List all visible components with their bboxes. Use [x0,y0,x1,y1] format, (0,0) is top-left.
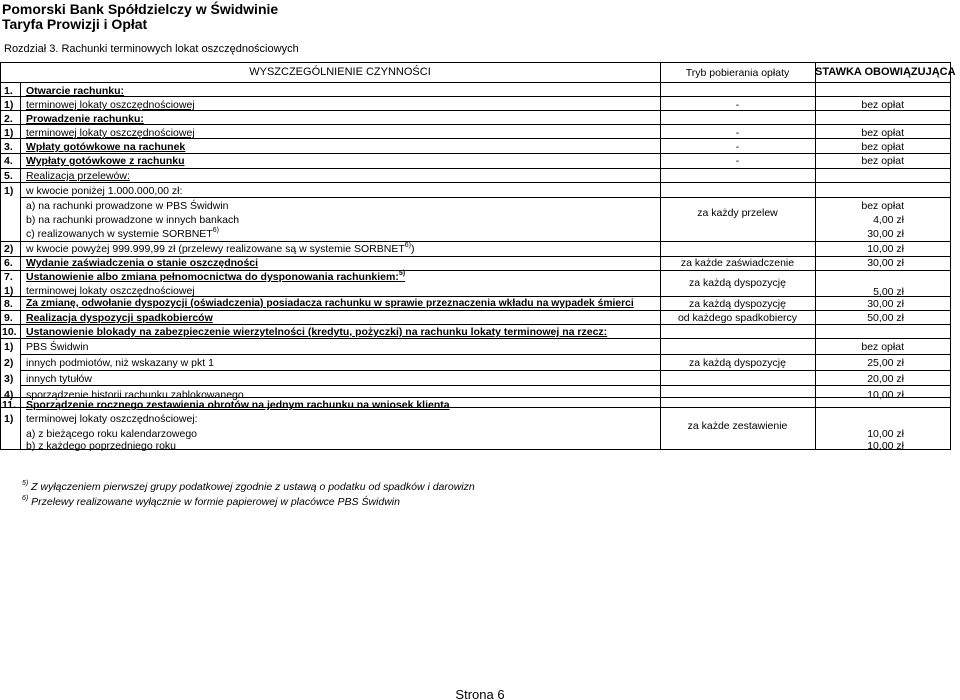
row-number: 2. [4,113,13,125]
sub-number: 1) [4,185,14,197]
row-rate: 50,00 zł [867,312,904,324]
sub-number: 1) [4,285,14,297]
row-rate: 30,00 zł [867,257,904,269]
row-rate: 30,00 zł [867,228,904,240]
row-rate: 10,00 zł [867,389,904,401]
sub-number: 4) [4,389,14,401]
row-text: PBS Świdwin [26,341,89,353]
row-text: terminowej lokaty oszczędnościowej [26,99,195,111]
row-text: w kwocie poniżej 1.000.000,00 zł: [26,185,183,197]
row-number: 9. [4,312,13,324]
footnote-6: $^{6)}$ Przelewy realizowane wyłącznie w formie papierowej w placówce PBS Świdwin [22,495,400,508]
row-rate: 25,00 zł [867,357,904,369]
sub-number: 1) [4,341,14,353]
row-mode: za każdą dyspozycję [689,298,786,310]
row-rate: 5,00 zł [873,286,904,298]
row-rate: 10,00 zł [867,440,904,452]
row-text: a) z bieżącego roku kalendarzowego [26,428,198,440]
row-number: 7. [4,271,13,283]
row-mode: za każdą dyspozycję [689,277,786,289]
row-text: c) realizowanych w systemie SORBNET$^{6)}$ [26,227,219,240]
row-mode: - [735,155,740,167]
footnote-5: $^{5)}$ Z wyłączeniem pierwszej grupy podatkowej zgodnie z ustawą o podatku od spadków i darowizn [22,480,475,493]
row-text: b) z każdego poprzedniego roku [26,440,177,452]
row-title: Realizacja przelewów: [26,170,130,182]
row-text: innych podmiotów, niż wskazany w pkt 1 [26,357,214,369]
row-mode: za każdy przelew [697,207,778,219]
section-title: Rozdział 3. Rachunki terminowych lokat oszczędnościowych [4,43,299,55]
row-number: 3. [4,141,13,153]
row-text: w kwocie powyżej 999.999,99 zł (przelewy realizowane są w systemie SORBNET$^{6)}$) [26,242,415,255]
row-rate: bez opłat [861,200,904,212]
row-title: Wypłaty gotówkowe z rachunku [26,155,185,167]
row-mode: - [735,99,740,111]
row-text: sporządzenie historii rachunku zablokowanego [26,389,244,401]
row-mode: - [735,141,740,153]
row-mode: za każde zaświadczenie [680,257,795,269]
row-title: Sporządzenie rocznego zestawienia obrotów na jednym rachunku na wniosek klienta [26,399,450,411]
column-header-description: WYSZCZEGÓLNIENIE CZYNNOŚCI [249,66,431,78]
row-rate: bez opłat [861,141,904,153]
row-title: Wpłaty gotówkowe na rachunek [26,141,186,153]
column-header-mode: Tryb pobierania opłaty [685,67,790,79]
row-title: Wydanie zaświadczenia o stanie oszczędności [26,257,259,269]
row-mode: - [735,127,740,139]
row-title: Ustanowienie albo zmiana pełnomocnictwa do dysponowania rachunkiem:$^{5)}$ [26,270,406,283]
row-mode: od każdego spadkobiercy [677,312,798,324]
sub-number: 2) [4,357,14,369]
row-number: 6. [4,257,13,269]
row-rate: 10,00 zł [867,243,904,255]
sub-number: 2) [4,243,14,255]
row-rate: bez opłat [861,155,904,167]
row-rate: bez opłat [861,341,904,353]
row-number: 8. [4,298,13,310]
sub-number: 1) [4,127,14,139]
row-title: Otwarcie rachunku: [26,85,125,97]
row-rate: 30,00 zł [867,298,904,310]
row-title: Za zmianę, odwołanie dyspozycji (oświadczenia) posiadacza rachunku w sprawie przeznaczenia wkładu na wypadek śmierci [26,298,634,309]
sub-number: 1) [4,413,14,425]
sub-number: 1) [4,99,14,111]
row-mode: za każdą dyspozycję [689,357,786,369]
row-number: 5. [4,170,13,182]
row-number: 10. [2,326,17,338]
column-header-rate: STAWKA OBOWIĄZUJĄCA [815,66,956,78]
row-text: terminowej lokaty oszczędnościowej [26,285,195,297]
row-title: Ustanowienie blokady na zabezpieczenie wierzytelności (kredytu, pożyczki) na rachunku lokaty terminowej na rzecz: [26,326,608,338]
row-rate: bez opłat [861,127,904,139]
bank-name: Pomorski Bank Spółdzielczy w Świdwinie [2,1,279,17]
row-number: 1. [4,85,13,97]
row-rate: 20,00 zł [867,373,904,385]
row-text: b) na rachunki prowadzone w innych bankach [26,214,240,226]
row-number: 4. [4,155,13,167]
row-text: terminowej lokaty oszczędnościowej [26,127,195,139]
row-text: terminowej lokaty oszczędnościowej: [26,413,198,425]
page-number: Strona 6 [455,687,505,700]
row-rate: 4,00 zł [873,214,904,226]
row-rate: bez opłat [861,99,904,111]
row-rate: 10,00 zł [867,428,904,440]
row-text: innych tytułów [26,373,92,385]
row-title: Prowadzenie rachunku: [26,113,144,125]
sub-number: 3) [4,373,14,385]
row-text: a) na rachunki prowadzone w PBS Świdwin [26,200,229,212]
row-number: 11. [2,399,17,411]
row-title: Realizacja dyspozycji spadkobierców [26,312,213,324]
row-mode: za każde zestawienie [687,420,788,432]
document-title: Taryfa Prowizji i Opłat [2,16,148,32]
